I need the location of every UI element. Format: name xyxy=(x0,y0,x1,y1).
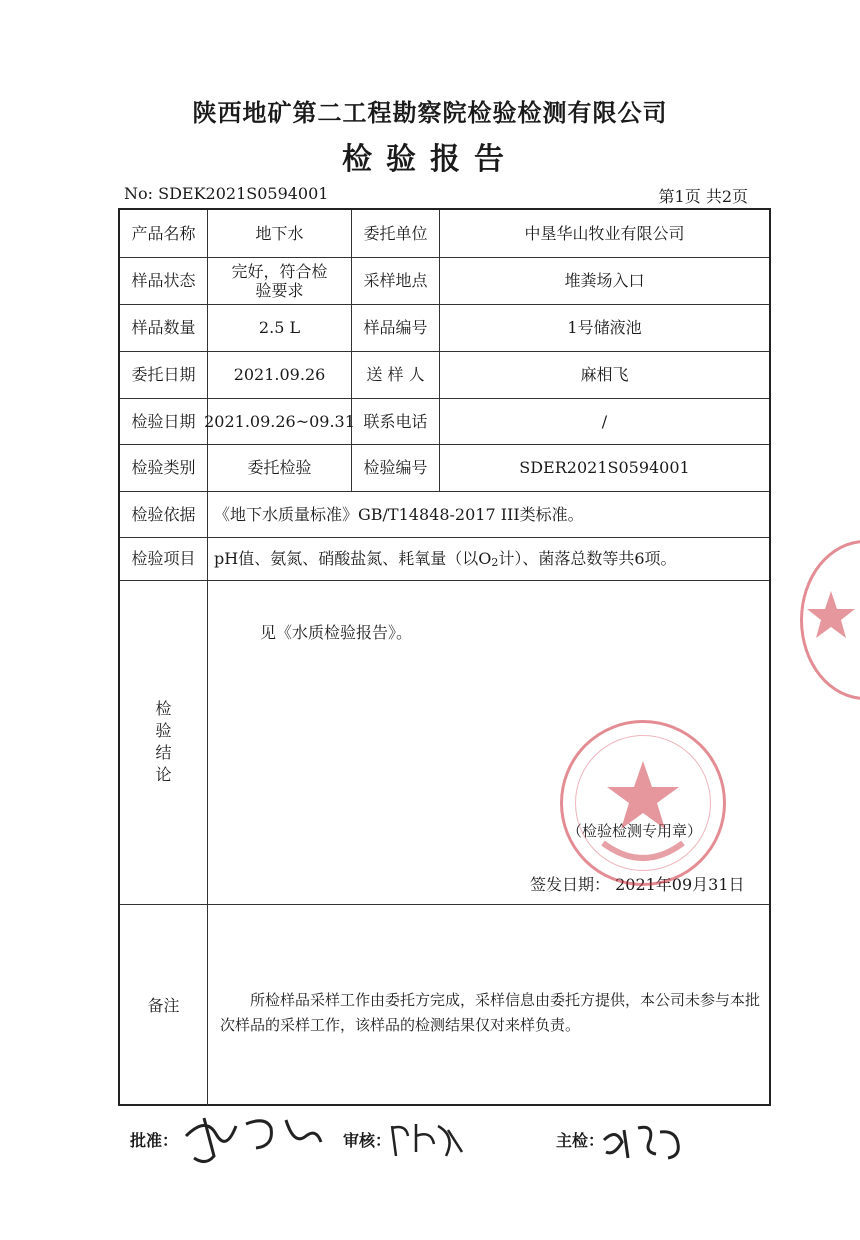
label-remarks: 备注 xyxy=(120,904,208,1106)
table-row xyxy=(120,398,769,445)
label-commission-date: 委托日期 xyxy=(120,351,208,398)
conclusion-char: 论 xyxy=(155,765,172,784)
value-commission-date: 2021.09.26 xyxy=(208,351,352,398)
remarks-text: 所检样品采样工作由委托方完成，采样信息由委托方提供，本公司未参与本批次样品的采样工作，该样品的检测结果仅对来样负责。 xyxy=(220,991,761,1034)
approver-signature-icon xyxy=(176,1106,326,1168)
value-test-date: 2021.09.26~09.31 xyxy=(208,398,352,444)
table-row xyxy=(120,444,769,492)
label-sample-no: 样品编号 xyxy=(352,304,440,351)
review-label: 审核： xyxy=(343,1131,392,1150)
report-number: No: SDEK2021S0594001 xyxy=(124,184,329,203)
label-phone: 联系电话 xyxy=(352,398,440,444)
conclusion-char: 结 xyxy=(155,743,172,762)
value-product-name: 地下水 xyxy=(208,210,352,257)
conclusion-char: 验 xyxy=(155,721,172,740)
value-sample-status: 完好，符合检验要求 xyxy=(208,257,352,304)
stamp-caption: （检验检测专用章） xyxy=(567,822,703,840)
label-items: 检验项目 xyxy=(120,537,208,580)
value-test-no: SDER2021S0594001 xyxy=(519,458,690,477)
label-basis: 检验依据 xyxy=(120,491,208,537)
reviewer-signature-icon xyxy=(386,1116,466,1162)
table-row xyxy=(120,304,769,352)
value-test-type: 委托检验 xyxy=(208,444,352,491)
value-sample-no: 1号储液池 xyxy=(567,318,642,337)
table-row xyxy=(120,257,769,305)
inspection-form xyxy=(118,208,771,1106)
conclusion-char: 检 xyxy=(155,699,172,718)
value-sample-qty: 2.5 L xyxy=(208,304,352,351)
table-row xyxy=(120,491,769,538)
label-sample-qty: 样品数量 xyxy=(120,304,208,351)
label-test-date: 检验日期 xyxy=(120,398,208,444)
label-sample-status: 样品状态 xyxy=(120,257,208,304)
items-text-a: pH值、氨氮、硝酸盐氮、耗氧量（以O xyxy=(214,549,492,568)
inspection-seal-icon xyxy=(560,720,726,886)
label-sender: 送 样 人 xyxy=(352,351,440,398)
label-conclusion xyxy=(120,580,208,904)
label-sampling-site: 采样地点 xyxy=(352,257,440,304)
label-product-name: 产品名称 xyxy=(120,210,208,257)
company-name: 陕西地矿第二工程勘察院检验检测有限公司 xyxy=(192,98,668,127)
issue-date: 签发日期： 2021年09月31日 xyxy=(530,875,745,894)
report-title: 检验报告 xyxy=(342,142,518,177)
inspector-label: 主检： xyxy=(556,1131,605,1150)
value-basis: 《地下水质量标准》GB/T14848-2017 III类标准。 xyxy=(214,504,584,524)
value-sampling-site: 堆粪场入口 xyxy=(564,271,645,290)
label-client: 委托单位 xyxy=(352,210,440,257)
value-client: 中垦华山牧业有限公司 xyxy=(524,224,685,243)
items-subscript: 2 xyxy=(491,556,499,569)
label-test-no: 检验编号 xyxy=(352,444,440,491)
label-test-type: 检验类别 xyxy=(120,444,208,491)
table-row xyxy=(120,210,769,258)
page-info: 第1页 共2页 xyxy=(658,187,748,206)
conclusion-text: 见《水质检验报告》。 xyxy=(260,623,413,642)
table-row xyxy=(120,537,769,581)
value-items xyxy=(208,537,769,580)
value-phone: / xyxy=(601,411,608,431)
value-sender: 麻相飞 xyxy=(580,365,629,384)
items-text-b: 计）、菌落总数等共6项。 xyxy=(498,549,677,568)
inspector-signature-icon xyxy=(598,1118,688,1162)
table-row xyxy=(120,351,769,399)
side-seal-icon xyxy=(800,540,860,700)
approve-label: 批准： xyxy=(130,1131,179,1150)
